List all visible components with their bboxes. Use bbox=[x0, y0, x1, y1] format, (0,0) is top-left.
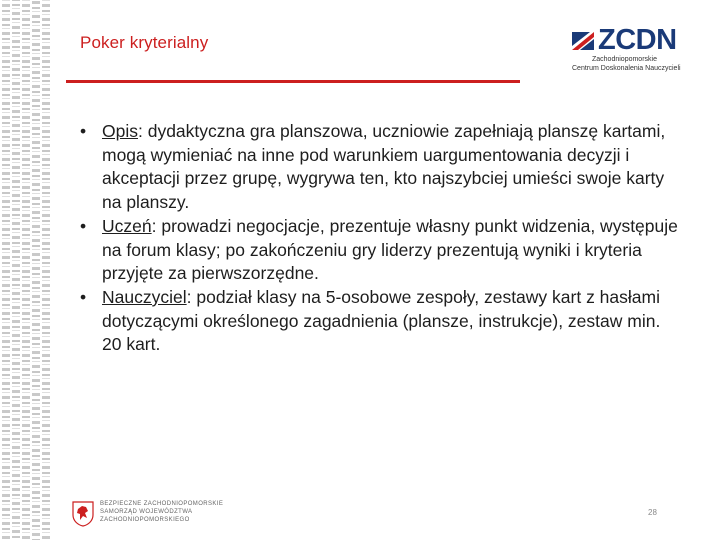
bullet-item-opis bbox=[78, 120, 678, 215]
griffin-crest-icon bbox=[72, 501, 94, 527]
handwriting-strip-decoration bbox=[0, 0, 52, 540]
bullet-list bbox=[78, 120, 678, 357]
zcdn-logo bbox=[570, 26, 684, 76]
footer-text bbox=[100, 500, 223, 524]
bullet-text: : podział klasy na 5-osobowe zespoły, zestawy kart z hasłami dotyczącymi określonego zagadnienia (plansze, instrukcje), zestaw min. 20 kart. bbox=[102, 286, 661, 355]
bullet-item-nauczyciel bbox=[78, 286, 678, 357]
footer-line-1: BEZPIECZNE ZACHODNIOPOMORSKIE bbox=[100, 501, 224, 507]
bullet-text: : prowadzi negocjacje, prezentuje własny punkt widzenia, występuje na forum klasy; po zakończeniu gry liderzy prezentują wyniki i kryteria przyjęte za pierwszorzędne. bbox=[102, 215, 678, 284]
footer-line-2: SAMORZĄD WOJEWÓDZTWA bbox=[100, 509, 193, 515]
slide-title: Poker kryterialny bbox=[80, 33, 209, 52]
bullet-dot-icon: • bbox=[80, 286, 87, 307]
bullet-term: Nauczyciel bbox=[102, 286, 187, 307]
bullet-term: Opis bbox=[102, 121, 138, 141]
page-number: 28 bbox=[648, 508, 657, 517]
zcdn-mark-icon bbox=[570, 28, 596, 54]
zcdn-logo-subtitle-1: Zachodniopomorskie bbox=[592, 56, 657, 63]
content-body bbox=[78, 120, 678, 357]
footer-line-3: ZACHODNIOPOMORSKIEGO bbox=[100, 517, 190, 523]
bullet-dot-icon: • bbox=[80, 215, 87, 236]
bullet-term: Uczeń bbox=[102, 215, 152, 236]
bullet-item-uczen bbox=[78, 215, 678, 286]
bullet-dot-icon: • bbox=[80, 121, 87, 141]
zcdn-logo-letters: ZCDN bbox=[598, 24, 677, 56]
title-underline-rule bbox=[66, 80, 520, 83]
zcdn-logo-subtitle-2: Centrum Doskonalenia Nauczycieli bbox=[572, 65, 681, 72]
bullet-text: : dydaktyczna gra planszowa, uczniowie zapełniają planszę kartami, mogą wymieniać na inne pod warunkiem uargumentowania decyzji i akceptacji przez grupę, wygrywa ten, kto najszybciej umieści swoje karty na planszy. bbox=[102, 121, 666, 213]
